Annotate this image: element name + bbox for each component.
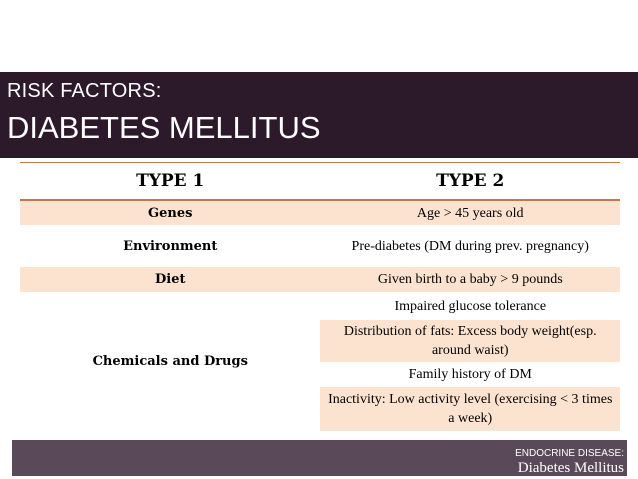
footer-label: ENDOCRINE DISEASE: — [515, 448, 624, 459]
table-row — [20, 200, 620, 225]
table-header-row — [20, 163, 620, 201]
type1-cell: Diet — [20, 267, 320, 292]
type1-cell: Genes — [20, 200, 320, 225]
risk-factors-table — [20, 162, 620, 431]
type2-cell: Distribution of fats: Excess body weight(esp. around waist) — [320, 320, 620, 362]
footer-title: Diabetes Mellitus — [517, 460, 624, 476]
type2-cell: Given birth to a baby > 9 pounds — [320, 267, 620, 292]
header-type2: TYPE 2 — [320, 163, 620, 201]
type2-cell: Impaired glucose tolerance — [394, 298, 547, 314]
type2-cell: Pre-diabetes (DM during prev. pregnancy) — [351, 238, 589, 254]
type1-cell: Environment — [123, 238, 218, 254]
table-row — [20, 292, 620, 320]
slide-title: DIABETES MELLITUS — [7, 110, 321, 145]
type2-cell: Inactivity: Low activity level (exercising < 3 times a week) — [320, 387, 620, 431]
slide-subtitle: RISK FACTORS: — [7, 80, 162, 102]
type2-cell: Age > 45 years old — [320, 200, 620, 225]
table-row — [20, 267, 620, 292]
table-row — [20, 225, 620, 267]
type1-cell: Chemicals and Drugs — [92, 354, 248, 369]
type2-cell: Family history of DM — [408, 367, 532, 382]
header-type1: TYPE 1 — [20, 163, 320, 201]
